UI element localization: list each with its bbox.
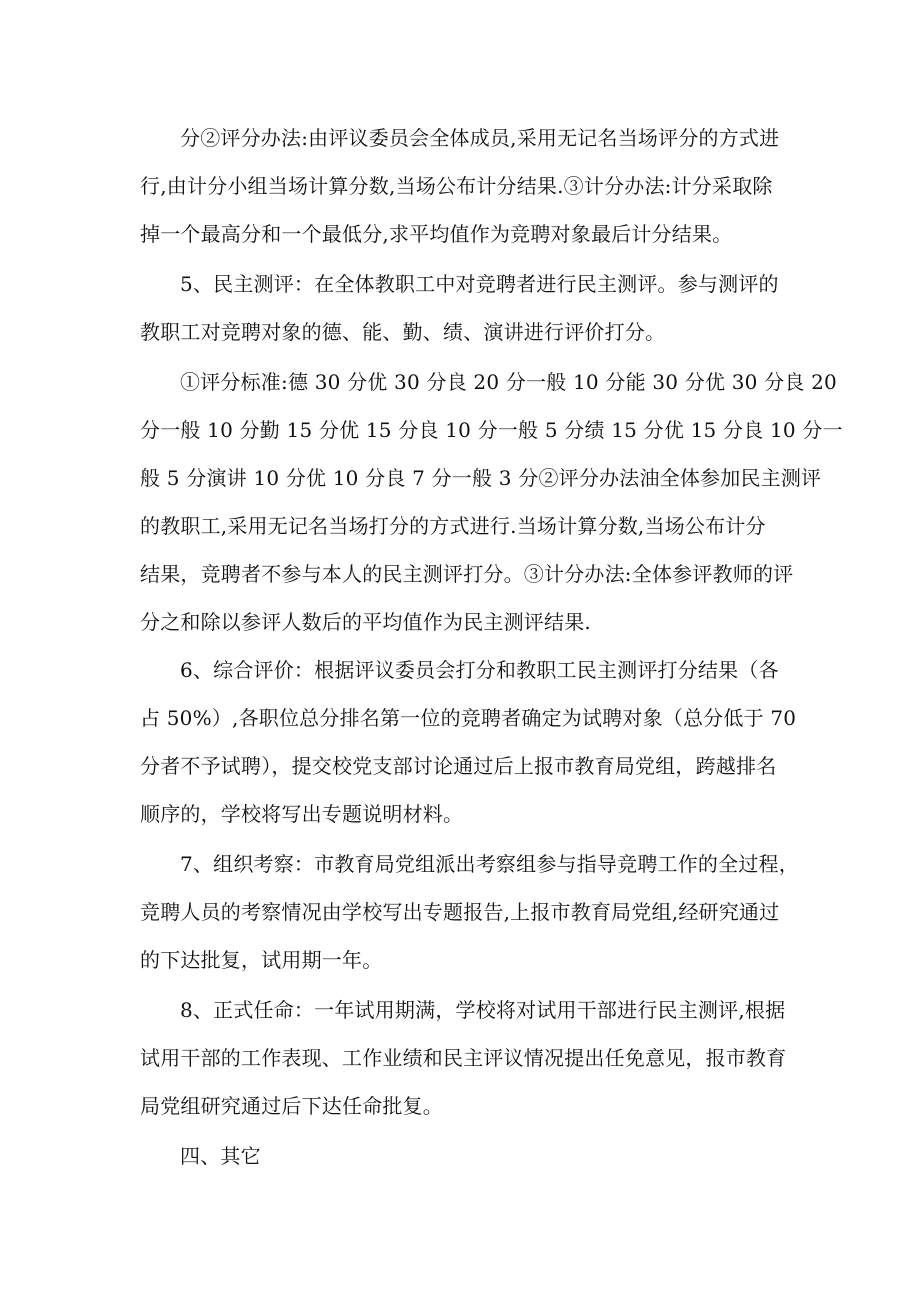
paragraph-3-line-4: 的教职工,采用无记名当场打分的方式进行.当场计算分数,当场公布计分 — [140, 514, 766, 538]
paragraph-5-line-3: 的下达批复，试用期一年。 — [140, 948, 383, 972]
paragraph-5-line-1: 7、组织考察：市教育局党组派出考察组参与指导竞聘工作的全过程， — [180, 852, 799, 876]
paragraph-2-line-2: 教职工对竞聘对象的德、能、勤、绩、演讲进行评价打分。 — [140, 320, 666, 344]
paragraph-2-line-1: 5、民主测评：在全体教职工中对竞聘者进行民主测评。参与测评的 — [180, 272, 779, 296]
paragraph-3-line-3: 般 5 分演讲 10 分优 10 分良 7 分一般 3 分②评分办法油全体参加民主测评 — [140, 466, 822, 490]
paragraph-6-line-3: 局党组研究通过后下达任命批复。 — [140, 1094, 443, 1118]
paragraph-3-line-6: 分之和除以参评人数后的平均值作为民主测评结果. — [140, 610, 591, 634]
paragraph-4-line-3: 分者不予试聘），提交校党支部讨论通过后上报市教育局党组，跨越排名 — [140, 754, 777, 778]
paragraph-1-line-2: 行,由计分小组当场计算分数,当场公布计分结果.③计分办法:计分采取除 — [140, 174, 773, 198]
paragraph-3-line-1: ①评分标准:德 30 分优 30 分良 20 分一般 10 分能 30 分优 30 分良 20 — [180, 370, 837, 394]
paragraph-4-line-2: 占 50%）,各职位总分排名第一位的竞聘者确定为试聘对象（总分低于 70 — [140, 706, 797, 730]
paragraph-4-line-4: 顺序的，学校将写出专题说明材料。 — [140, 802, 464, 826]
paragraph-1-line-3: 掉一个最高分和一个最低分,求平均值作为竞聘对象最后计分结果。 — [140, 222, 733, 246]
section-heading-others: 四、其它 — [180, 1144, 261, 1168]
paragraph-1-line-1: 分②评分办法:由评议委员会全体成员,采用无记名当场评分的方式进 — [180, 126, 780, 150]
paragraph-3-line-5: 结果，竞聘者不参与本人的民主测评打分。③计分办法:全体参评教师的评 — [140, 562, 794, 586]
paragraph-3-line-2: 分一般 10 分勤 15 分优 15 分良 10 分一般 5 分绩 15 分优 15 分良 10 分一 — [140, 418, 843, 442]
paragraph-4-line-1: 6、综合评价：根据评议委员会打分和教职工民主测评打分结果（各 — [180, 658, 779, 682]
paragraph-5-line-2: 竞聘人员的考察情况由学校写出专题报告,上报市教育局党组,经研究通过 — [140, 900, 780, 924]
paragraph-6-line-2: 试用干部的工作表现、工作业绩和民主评议情况提出任免意见，报市教育 — [140, 1046, 787, 1070]
paragraph-6-line-1: 8、正式任命：一年试用期满，学校将对试用干部进行民主测评,根据 — [180, 998, 786, 1022]
